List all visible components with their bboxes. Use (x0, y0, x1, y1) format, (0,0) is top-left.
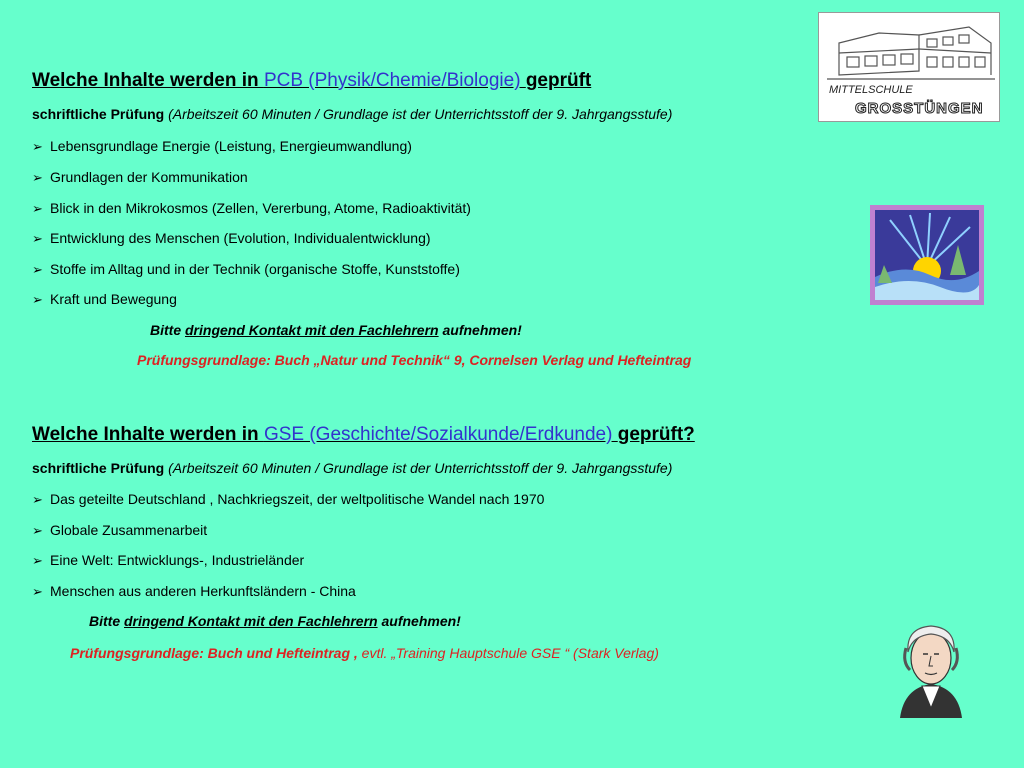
pcb-item-0 (32, 138, 412, 155)
gse-contact-pre: Bitte (89, 613, 124, 629)
pcb-intro-italic: (Arbeitszeit 60 Minuten / Grundlage ist der Unterrichtsstoff der 9. Jahrgangsstufe) (164, 106, 673, 122)
pcb-item-text: Stoffe im Alltag und in der Technik (organische Stoffe, Kunststoffe) (50, 261, 460, 277)
arrow-bullet-icon: ➢ (32, 553, 43, 568)
pcb-item-5 (32, 291, 177, 308)
pcb-intro-bold: schriftliche Prüfung (32, 106, 165, 122)
pcb-item-3 (32, 230, 431, 247)
arrow-bullet-icon: ➢ (32, 492, 43, 507)
pcb-item-1 (32, 169, 248, 186)
arrow-bullet-icon: ➢ (32, 523, 43, 538)
logo-line1: MITTELSCHULE (829, 84, 913, 96)
arrow-bullet-icon: ➢ (32, 231, 43, 246)
gse-item-2 (32, 552, 304, 569)
gse-heading-post: geprüft? (617, 424, 695, 445)
gse-item-3 (32, 583, 356, 600)
pcb-heading-post: geprüft (525, 70, 592, 91)
gse-contact-underlined: dringend Kontakt mit den Fachlehrern (124, 613, 378, 629)
nature-clipart (870, 205, 984, 305)
pcb-heading (32, 70, 591, 92)
gse-basis (70, 645, 659, 661)
arrow-bullet-icon: ➢ (32, 201, 43, 216)
gse-item-text: Globale Zusammenarbeit (50, 522, 208, 538)
gse-item-text: Das geteilte Deutschland , Nachkriegszeit, der weltpolitische Wandel nach 1970 (50, 491, 545, 507)
school-logo (818, 12, 1000, 122)
pcb-basis: Prüfungsgrundlage: Buch „Natur und Technik“ 9, Cornelsen Verlag und Hefteintrag (137, 352, 692, 368)
school-building-icon (819, 13, 999, 121)
pcb-item-text: Lebensgrundlage Energie (Leistung, Energieumwandlung) (50, 138, 412, 154)
pcb-item-text: Kraft und Bewegung (50, 291, 177, 307)
pcb-item-text: Entwicklung des Menschen (Evolution, Individualentwicklung) (50, 230, 431, 246)
pcb-item-2 (32, 200, 471, 217)
logo-line2: GROSSTÜNGEN (855, 100, 984, 117)
pcb-heading-pre: Welche Inhalte werden in (32, 70, 264, 91)
sunset-landscape-icon (870, 205, 984, 305)
gse-basis-plain: evtl. „Training Hauptschule GSE “ (Stark Verlag) (361, 645, 659, 661)
gse-item-text: Menschen aus anderen Herkunftsländern - China (50, 583, 356, 599)
pcb-item-text: Blick in den Mikrokosmos (Zellen, Vererbung, Atome, Radioaktivität) (50, 200, 471, 216)
pcb-intro (32, 106, 672, 122)
arrow-bullet-icon: ➢ (32, 262, 43, 277)
pcb-heading-subject: PCB (Physik/Chemie/Biologie) (263, 70, 526, 91)
gse-heading-subject: GSE (Geschichte/Sozialkunde/Erdkunde) (263, 424, 618, 445)
gse-contact-note (89, 613, 461, 629)
gse-intro (32, 460, 672, 476)
portrait-icon (890, 618, 972, 718)
pcb-item-4 (32, 261, 460, 278)
gse-heading-pre: Welche Inhalte werden in (32, 424, 264, 445)
pcb-item-text: Grundlagen der Kommunikation (50, 169, 248, 185)
arrow-bullet-icon: ➢ (32, 139, 43, 154)
portrait-clipart (890, 618, 972, 718)
pcb-contact-underlined: dringend Kontakt mit den Fachlehrern (185, 322, 439, 338)
arrow-bullet-icon: ➢ (32, 584, 43, 599)
gse-heading (32, 424, 695, 446)
pcb-contact-note (150, 322, 522, 338)
pcb-contact-pre: Bitte (150, 322, 185, 338)
gse-intro-bold: schriftliche Prüfung (32, 460, 165, 476)
gse-basis-bold: Prüfungsgrundlage: Buch und Hefteintrag , (70, 645, 362, 661)
gse-contact-post: aufnehmen! (377, 613, 461, 629)
arrow-bullet-icon: ➢ (32, 292, 43, 307)
gse-intro-italic: (Arbeitszeit 60 Minuten / Grundlage ist der Unterrichtsstoff der 9. Jahrgangsstufe) (164, 460, 673, 476)
gse-item-text: Eine Welt: Entwicklungs-, Industrieländer (50, 552, 305, 568)
gse-item-0 (32, 491, 544, 508)
pcb-contact-post: aufnehmen! (438, 322, 522, 338)
arrow-bullet-icon: ➢ (32, 170, 43, 185)
gse-item-1 (32, 522, 207, 539)
